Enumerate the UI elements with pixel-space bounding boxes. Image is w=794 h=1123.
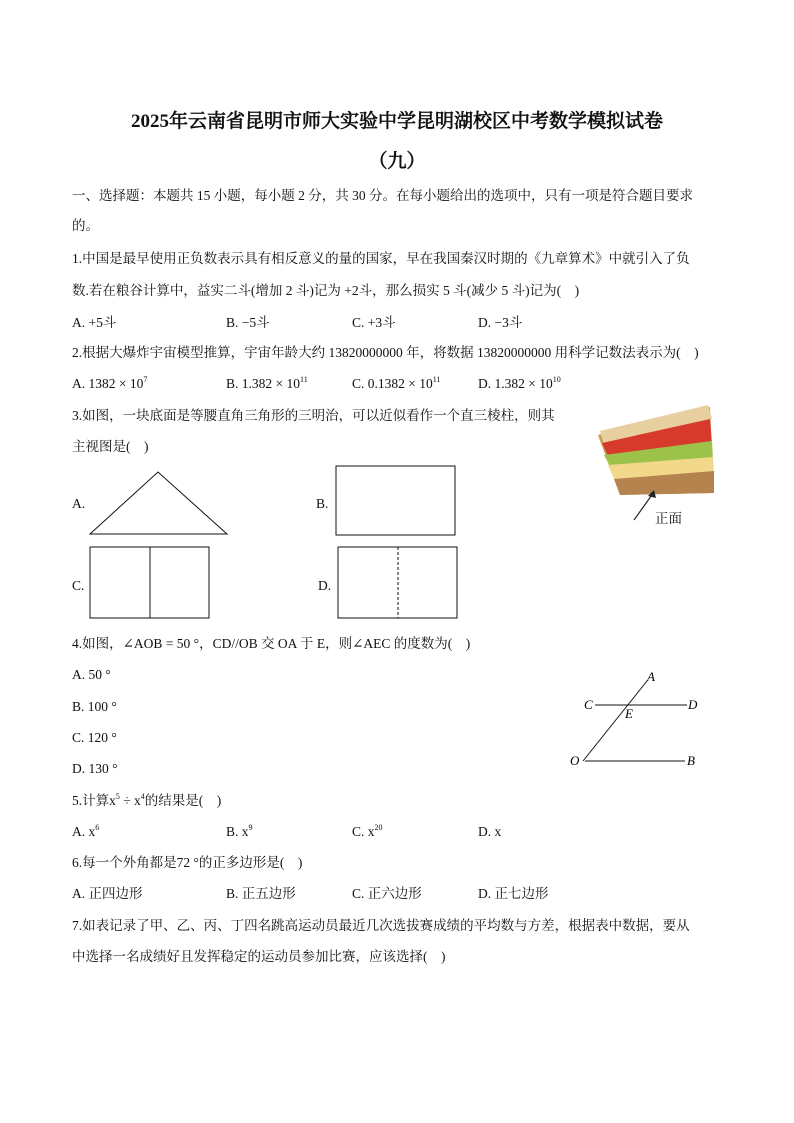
q6-text: 6.每一个外角都是72 °的正多边形是( ) [72,855,303,870]
label-e: E [625,706,633,721]
q3-option-b: B. [316,496,329,511]
q4-option-c: C. 120 ° [72,730,117,745]
option-b-rectangle [335,465,457,537]
q6-option-a: A. 正四边形 [72,886,143,901]
q4-text: 4.如图，∠AOB = 50 °，CD//OB 交 OA 于 E，则∠AEC 的度数为( ) [72,636,471,651]
q5-option-b [226,823,253,841]
q1-text: 1.中国是最早使用正负数表示具有相反意义的量的国家，早在我国秦汉时期的《九章算术》中就引入了负 [72,251,690,266]
q3-text: 3.如图，一块底面是等腰直角三角形的三明治，可以近似看作一个直三棱柱，则其 [72,408,555,423]
option-exponent: 20 [374,823,383,832]
q7-text: 7.如表记录了甲、乙、丙、丁四名跳高运动员最近几次选拔赛成绩的平均数与方差，根据表中数据，要从 [72,918,690,933]
q5-text [72,792,221,810]
option-base: D. 1.382 × 10 [478,376,553,391]
option-base: A. x [72,824,96,839]
q5-option-c [352,823,383,841]
option-base: C. 0.1382 × 10 [352,376,433,391]
parallel-lines-figure [565,665,715,775]
sandwich-image [590,405,720,500]
q2-option-b [226,375,308,393]
exam-title: 2025年云南省昆明市师大实验中学昆明湖校区中考数学模拟试卷 [130,111,663,132]
option-exponent: 10 [552,375,561,384]
q2-text: 2.根据大爆炸宇宙模型推算，宇宙年龄大约 13820000000 年，将数据 13820000000 用科学记数法表示为( ) [72,345,699,360]
q5-suffix: 的结果是( ) [144,793,222,808]
q1-text-cont: 数.若在粮谷计算中，益实二斗(增加 2 斗)记为 +2斗，那么损实 5 斗(减少 5 斗)记为( ) [72,283,580,298]
q1-option-c: C. +3斗 [352,315,396,330]
label-b: B [687,753,695,768]
label-d: D [688,697,698,712]
q6-option-d: D. 正七边形 [478,886,549,901]
option-d-rectangle-dashed-line [337,546,459,620]
section-heading: 一、选择题：本题共 15 小题，每小题 2 分，共 30 分。在每小题给出的选项中，只有一项是符合题目要求 [72,188,693,203]
q2-option-a [72,375,147,393]
option-base: D. x [478,824,502,839]
q5-option-d [478,823,501,841]
option-base: B. x [226,824,249,839]
option-exponent: 7 [143,375,148,384]
option-c-rectangle-solid-line [89,546,211,620]
q5-mid: ÷ x [119,793,141,808]
option-base: B. 1.382 × 10 [226,376,300,391]
front-view-label: 正面 [655,511,682,526]
exponent: 5 [115,792,120,801]
q2-option-d [478,375,561,393]
q1-option-d: D. −3斗 [478,315,523,330]
option-exponent: 11 [300,375,308,384]
option-base: C. x [352,824,375,839]
q5-prefix: 5.计算x [72,793,116,808]
q5-option-a [72,823,99,841]
q3-option-a: A. [72,496,86,511]
option-a-triangle [88,470,230,536]
q4-option-d: D. 130 ° [72,761,118,776]
q1-option-b: B. −5斗 [226,315,270,330]
exponent: 4 [140,792,145,801]
exam-title-number: （九） [368,151,426,172]
option-exponent: 6 [95,823,100,832]
q6-option-b: B. 正五边形 [226,886,296,901]
q3-option-d: D. [318,578,332,593]
option-exponent: 9 [248,823,253,832]
q4-option-a: A. 50 ° [72,667,111,682]
q4-option-b: B. 100 ° [72,699,117,714]
q3-text-cont: 主视图是( ) [72,439,149,454]
q1-option-a: A. +5斗 [72,315,117,330]
label-o: O [570,753,580,768]
q7-text-cont: 中选择一名成绩好且发挥稳定的运动员参加比赛，应该选择( ) [72,949,446,964]
label-a: A [647,669,655,684]
option-base: A. 1382 × 10 [72,376,144,391]
option-exponent: 11 [432,375,441,384]
q6-option-c: C. 正六边形 [352,886,422,901]
q2-option-c [352,375,440,393]
q3-option-c: C. [72,578,85,593]
label-c: C [584,697,593,712]
section-heading-cont: 的。 [72,218,99,233]
